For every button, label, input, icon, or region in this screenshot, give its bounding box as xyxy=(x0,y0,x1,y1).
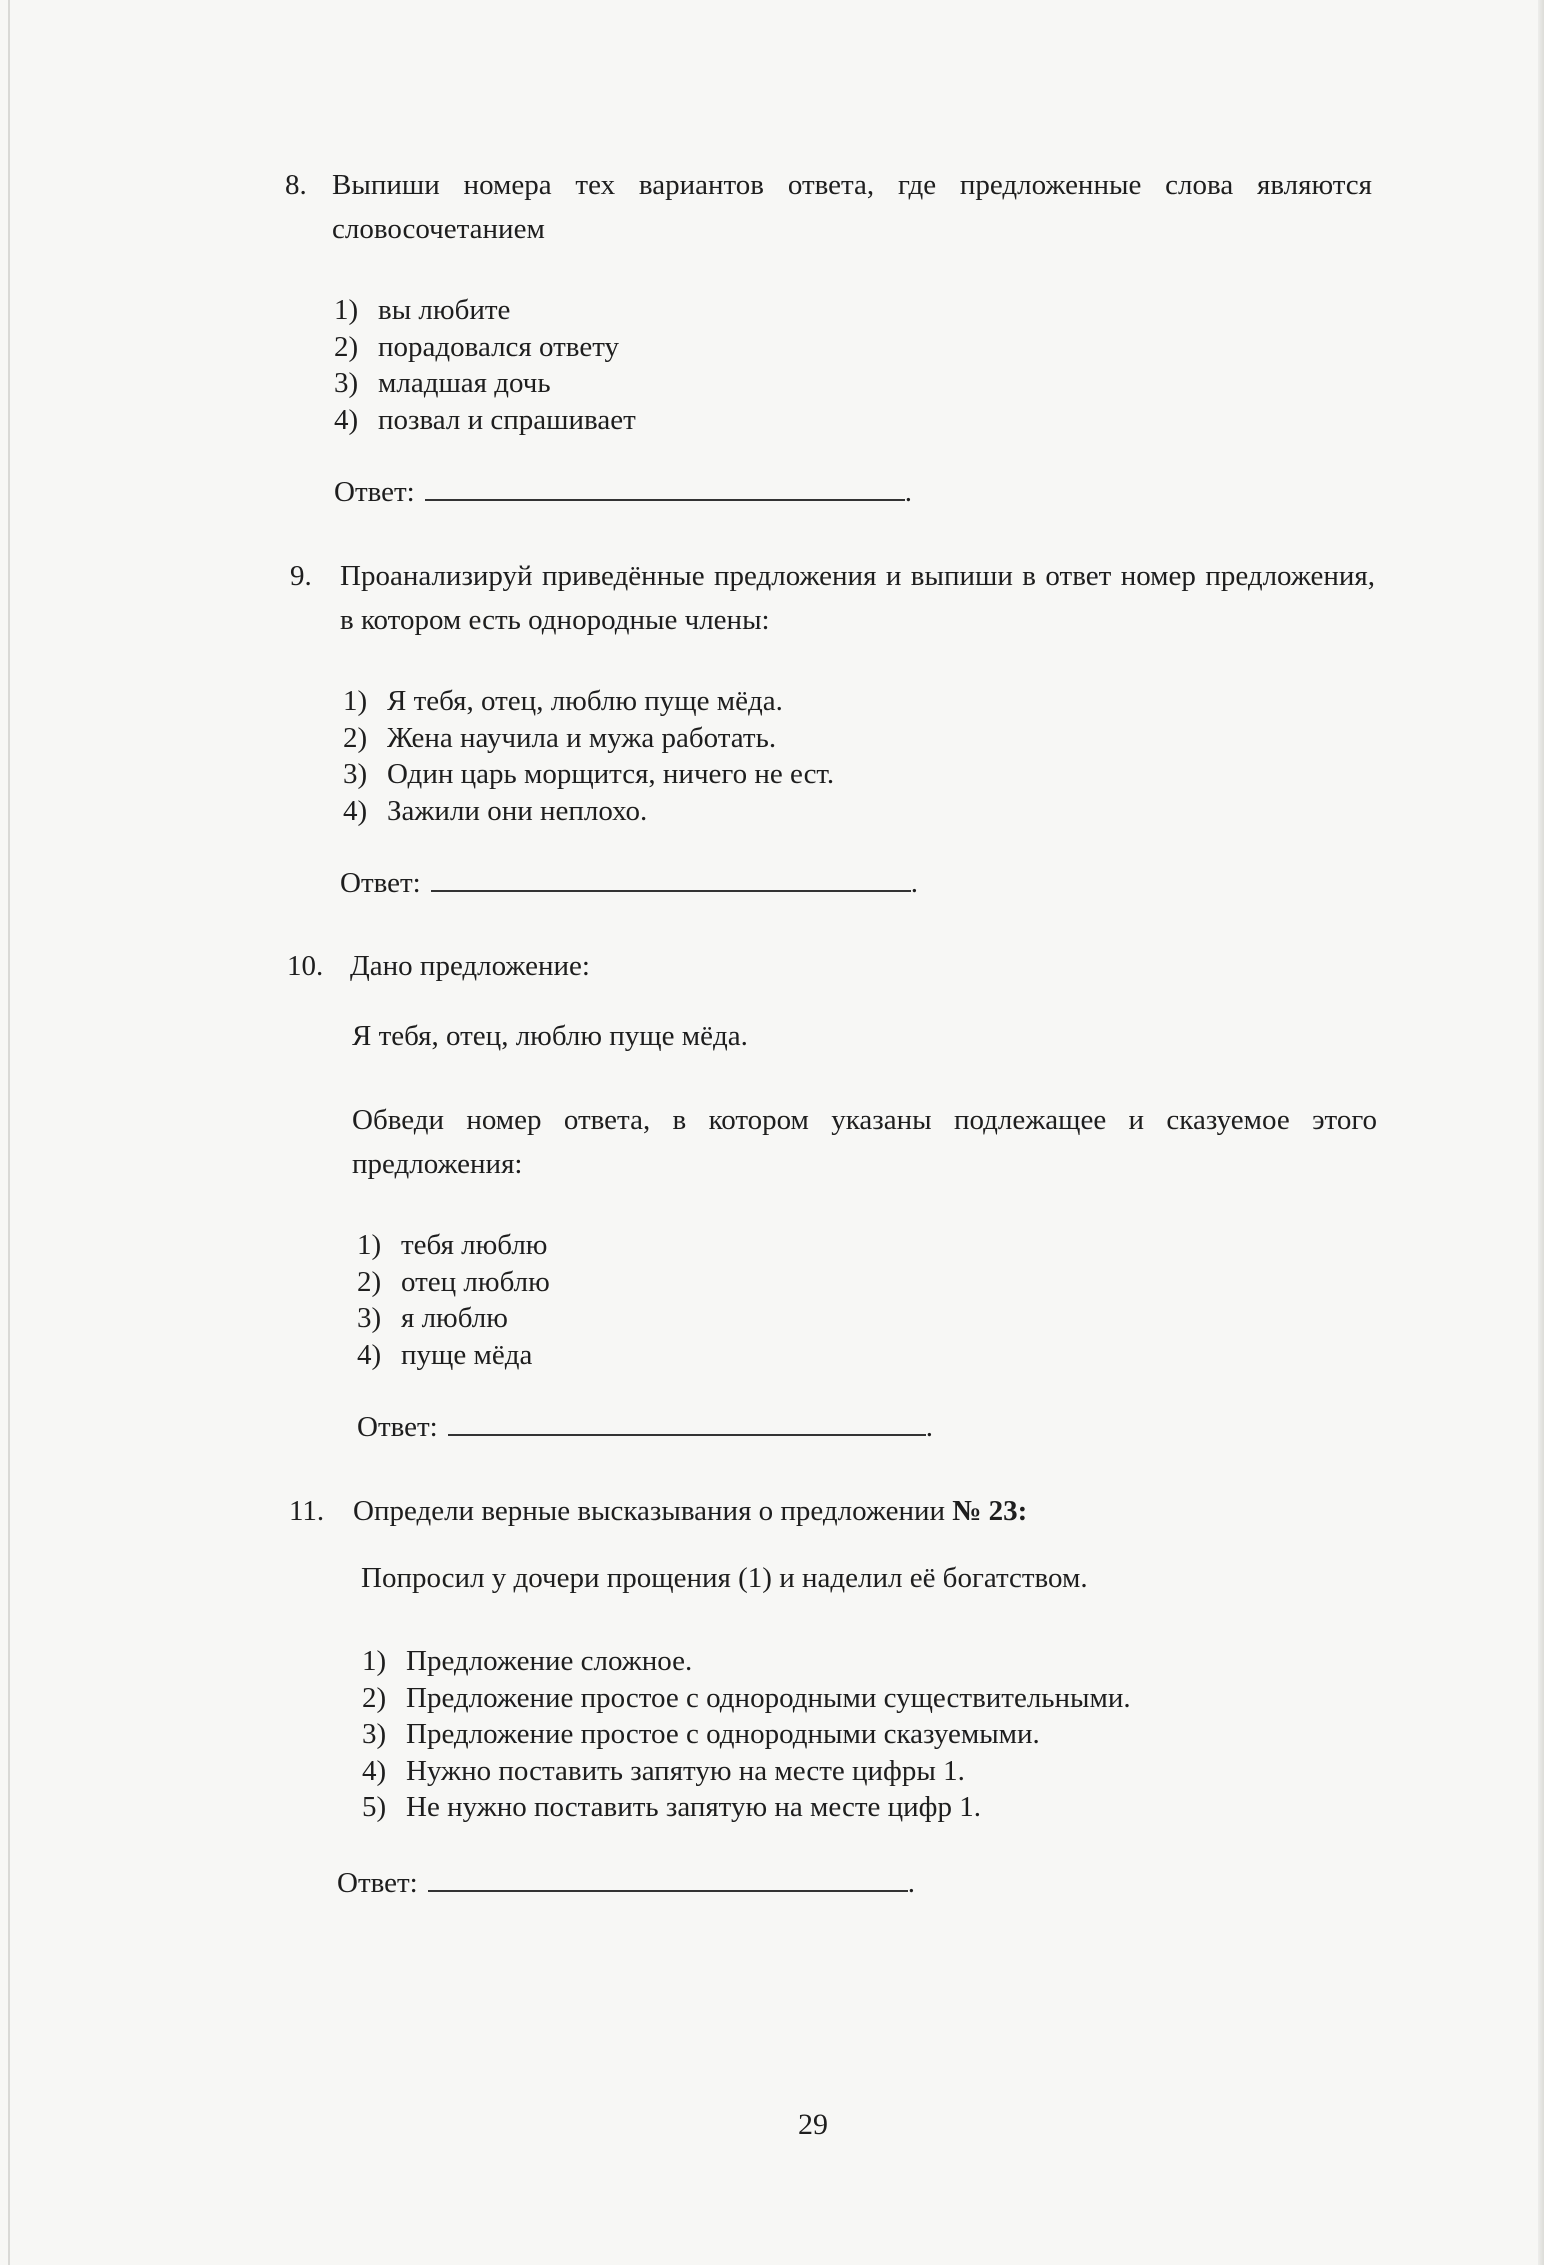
option-number: 1) xyxy=(343,685,368,717)
task-question-text: Определи верные высказывания о предложении xyxy=(353,1495,953,1527)
answer-field[interactable] xyxy=(425,475,905,501)
option-item[interactable] xyxy=(334,402,636,439)
task-number: 11. xyxy=(289,1495,325,1527)
option-item[interactable] xyxy=(357,1337,550,1374)
option-item[interactable] xyxy=(357,1300,550,1337)
option-number: 3) xyxy=(334,367,359,399)
page-edge-right xyxy=(1538,0,1544,2265)
answer-field[interactable] xyxy=(431,866,911,892)
task-number: 10. xyxy=(287,950,324,982)
option-text: Один царь морщится, ничего не ест. xyxy=(387,758,835,790)
option-number: 4) xyxy=(334,403,359,436)
option-number: 5) xyxy=(362,1791,387,1823)
page-edge-left xyxy=(8,0,10,2265)
answer-field[interactable] xyxy=(428,1866,908,1892)
task-10 xyxy=(287,944,1377,990)
option-item[interactable] xyxy=(343,683,834,720)
option-number: 2) xyxy=(357,1265,382,1298)
task-11-answer xyxy=(337,1866,915,1900)
option-number: 2) xyxy=(334,330,359,363)
task-11-sentence: Попросил у дочери прощения (1) и наделил её богатством. xyxy=(361,1562,1088,1594)
option-number: 1) xyxy=(334,294,359,326)
answer-end: . xyxy=(925,1411,933,1443)
task-9 xyxy=(290,554,1375,644)
task-question: Проанализируй приведённые предложения и выпиши в ответ номер предложения, в котором есть однородные члены: xyxy=(340,560,1375,636)
option-item[interactable] xyxy=(343,793,834,830)
option-number: 4) xyxy=(343,794,368,827)
option-text: Не нужно поставить запятую на месте цифр 1. xyxy=(406,1791,981,1823)
option-text: позвал и спрашивает xyxy=(378,403,636,436)
option-text: Предложение сложное. xyxy=(406,1645,693,1677)
option-item[interactable] xyxy=(362,1643,1131,1680)
option-number: 2) xyxy=(343,721,368,754)
option-number: 3) xyxy=(343,758,368,790)
option-text: Предложение простое с однородными существительными. xyxy=(406,1681,1131,1714)
option-item[interactable] xyxy=(362,1680,1131,1717)
task-8-options xyxy=(334,292,636,438)
option-text: вы любите xyxy=(378,294,511,326)
task-question: Выпиши номера тех вариантов ответа, где предложенные слова являются словосочетанием xyxy=(332,169,1372,245)
option-text: пуще мёда xyxy=(401,1338,533,1371)
task-11-options xyxy=(362,1643,1131,1826)
task-10-answer xyxy=(357,1410,933,1444)
option-text: младшая дочь xyxy=(378,367,551,399)
option-text: отец люблю xyxy=(401,1265,550,1298)
option-text: Предложение простое с однородными сказуемыми. xyxy=(406,1718,1040,1750)
task-8-answer xyxy=(334,475,912,509)
option-item[interactable] xyxy=(362,1789,1131,1826)
task-8 xyxy=(285,163,1375,253)
answer-label: Ответ: xyxy=(340,867,421,899)
option-number: 3) xyxy=(362,1718,387,1750)
option-item[interactable] xyxy=(334,365,636,402)
sentence-reference: № 23: xyxy=(952,1495,1028,1527)
option-item[interactable] xyxy=(334,329,636,366)
answer-label: Ответ: xyxy=(334,476,415,508)
option-number: 4) xyxy=(362,1754,387,1787)
option-text: Я тебя, отец, люблю пуще мёда. xyxy=(387,685,783,717)
task-question: Дано предложение: xyxy=(350,950,590,982)
task-10-sentence: Я тебя, отец, люблю пуще мёда. xyxy=(352,1020,748,1052)
option-item[interactable] xyxy=(357,1264,550,1301)
answer-end: . xyxy=(907,1867,915,1899)
task-question xyxy=(353,1489,1383,1533)
option-number: 4) xyxy=(357,1338,382,1371)
option-number: 1) xyxy=(357,1229,382,1261)
task-instruction: Обведи номер ответа, в котором указаны подлежащее и сказуемое этого предложения: xyxy=(352,1104,1377,1180)
option-number: 2) xyxy=(362,1681,387,1714)
option-number: 1) xyxy=(362,1645,387,1677)
option-item[interactable] xyxy=(343,720,834,757)
answer-end: . xyxy=(904,476,912,508)
option-item[interactable] xyxy=(334,292,636,329)
task-11 xyxy=(289,1489,1389,1535)
page-number: 29 xyxy=(798,2108,828,2141)
option-text: Жена научила и мужа работать. xyxy=(387,721,777,754)
option-item[interactable] xyxy=(362,1716,1131,1753)
option-number: 3) xyxy=(357,1302,382,1334)
option-text: порадовался ответу xyxy=(378,330,619,363)
task-number: 9. xyxy=(290,560,312,592)
task-number: 8. xyxy=(285,169,307,201)
option-item[interactable] xyxy=(357,1227,550,1264)
option-item[interactable] xyxy=(362,1753,1131,1790)
option-item[interactable] xyxy=(343,756,834,793)
option-text: Нужно поставить запятую на месте цифры 1. xyxy=(406,1754,965,1787)
answer-end: . xyxy=(910,867,918,899)
option-text: Зажили они неплохо. xyxy=(387,794,648,827)
task-10-instruction-block xyxy=(352,1098,1377,1188)
answer-label: Ответ: xyxy=(337,1867,418,1899)
answer-field[interactable] xyxy=(448,1410,926,1436)
answer-label: Ответ: xyxy=(357,1411,438,1443)
option-text: тебя люблю xyxy=(401,1229,548,1261)
task-9-answer xyxy=(340,866,918,900)
task-10-options xyxy=(357,1227,550,1373)
option-text: я люблю xyxy=(401,1302,508,1334)
task-9-options xyxy=(343,683,834,829)
